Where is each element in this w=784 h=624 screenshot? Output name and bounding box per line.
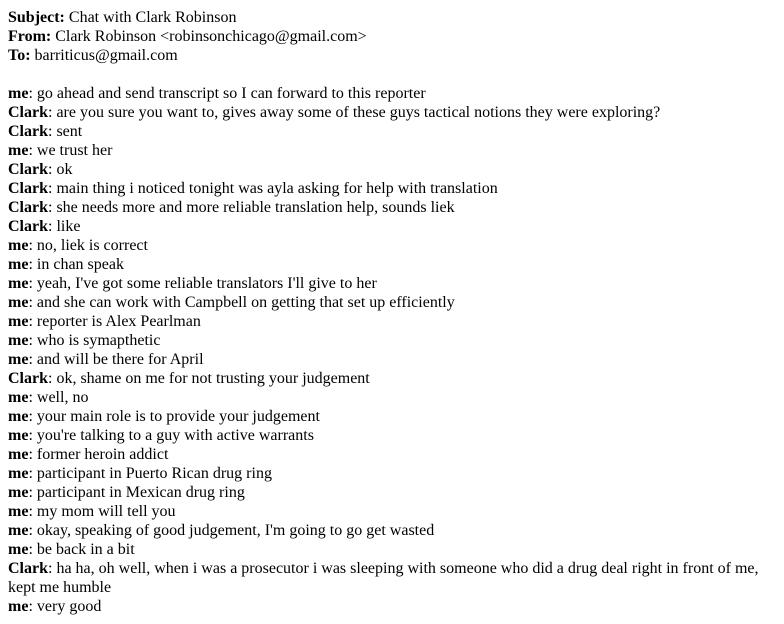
chat-message [8, 597, 776, 616]
chat-text: are you sure you want to, gives away some of these guys tactical notions they were exploring? [56, 104, 661, 121]
chat-text: yeah, I've got some reliable translators I'll give to her [36, 275, 377, 292]
email-subject-line [8, 8, 776, 27]
chat-speaker: me [8, 294, 29, 311]
chat-message [8, 255, 776, 274]
chat-text: you're talking to a guy with active warrants [36, 427, 314, 444]
chat-speaker: me [8, 522, 29, 539]
chat-separator: : [48, 180, 57, 197]
chat-message [8, 122, 776, 141]
chat-message [8, 559, 776, 597]
chat-separator: : [28, 522, 37, 539]
chat-speaker: me [8, 598, 29, 615]
chat-text: main thing i noticed tonight was ayla asking for help with translation [56, 180, 498, 197]
chat-separator: : [28, 332, 37, 349]
chat-message [8, 331, 776, 350]
chat-text: your main role is to provide your judgement [36, 408, 320, 425]
chat-text: like [56, 218, 81, 235]
chat-message [8, 274, 776, 293]
from-value: Clark Robinson <robinsonchicago@gmail.com> [55, 28, 367, 45]
blank-line [8, 65, 776, 84]
chat-separator: : [28, 142, 37, 159]
chat-separator: : [28, 351, 37, 368]
chat-text: participant in Mexican drug ring [36, 484, 245, 501]
chat-separator: : [28, 465, 37, 482]
chat-separator: : [28, 446, 37, 463]
chat-message [8, 464, 776, 483]
chat-speaker: me [8, 237, 29, 254]
chat-log [8, 84, 776, 616]
chat-speaker: me [8, 332, 29, 349]
chat-text: in chan speak [36, 256, 124, 273]
chat-message [8, 160, 776, 179]
chat-separator: : [48, 218, 57, 235]
to-value: barriticus@gmail.com [34, 47, 178, 64]
chat-separator: : [28, 408, 37, 425]
chat-message [8, 540, 776, 559]
chat-text: ok, shame on me for not trusting your judgement [56, 370, 370, 387]
chat-speaker: me [8, 313, 29, 330]
chat-text: ha ha, oh well, when i was a prosecutor i was sleeping with someone who did a drug deal right in front of me, kept me humble [8, 560, 759, 596]
chat-separator: : [48, 560, 57, 577]
chat-message [8, 236, 776, 255]
chat-speaker: Clark [8, 560, 48, 577]
chat-message [8, 84, 776, 103]
chat-message [8, 312, 776, 331]
chat-text: we trust her [36, 142, 113, 159]
email-from-line [8, 27, 776, 46]
chat-separator: : [28, 427, 37, 444]
chat-text: be back in a bit [36, 541, 135, 558]
chat-message [8, 369, 776, 388]
chat-text: go ahead and send transcript so I can forward to this reporter [36, 85, 426, 102]
chat-message [8, 445, 776, 464]
chat-message [8, 407, 776, 426]
chat-speaker: me [8, 351, 29, 368]
chat-separator: : [28, 313, 37, 330]
chat-speaker: Clark [8, 180, 48, 197]
chat-speaker: me [8, 275, 29, 292]
chat-text: she needs more and more reliable translation help, sounds liek [56, 199, 455, 216]
chat-speaker: me [8, 446, 29, 463]
chat-separator: : [28, 294, 37, 311]
chat-separator: : [28, 85, 37, 102]
chat-message [8, 426, 776, 445]
chat-text: okay, speaking of good judgement, I'm going to go get wasted [36, 522, 435, 539]
chat-speaker: me [8, 256, 29, 273]
chat-separator: : [48, 161, 57, 178]
chat-speaker: Clark [8, 370, 48, 387]
chat-message [8, 217, 776, 236]
chat-separator: : [48, 104, 57, 121]
chat-speaker: me [8, 85, 29, 102]
chat-text: and she can work with Campbell on getting that set up efficiently [36, 294, 455, 311]
chat-speaker: me [8, 389, 29, 406]
chat-speaker: me [8, 541, 29, 558]
chat-speaker: Clark [8, 123, 48, 140]
chat-message [8, 141, 776, 160]
chat-message [8, 103, 776, 122]
chat-speaker: me [8, 142, 29, 159]
chat-text: very good [36, 598, 102, 615]
chat-separator: : [28, 237, 37, 254]
chat-speaker: me [8, 484, 29, 501]
to-label: To: [8, 47, 31, 64]
chat-speaker: Clark [8, 161, 48, 178]
chat-text: reporter is Alex Pearlman [36, 313, 201, 330]
chat-message [8, 521, 776, 540]
chat-separator: : [48, 370, 57, 387]
chat-text: who is symapthetic [36, 332, 161, 349]
chat-text: and will be there for April [36, 351, 204, 368]
chat-speaker: me [8, 465, 29, 482]
chat-speaker: Clark [8, 104, 48, 121]
chat-message [8, 198, 776, 217]
chat-message [8, 179, 776, 198]
chat-speaker: Clark [8, 218, 48, 235]
chat-separator: : [28, 484, 37, 501]
chat-separator: : [48, 199, 57, 216]
chat-text: ok [56, 161, 73, 178]
chat-text: former heroin addict [36, 446, 169, 463]
subject-value: Chat with Clark Robinson [68, 9, 237, 26]
chat-message [8, 388, 776, 407]
chat-separator: : [28, 256, 37, 273]
chat-separator: : [28, 541, 37, 558]
chat-message [8, 293, 776, 312]
chat-speaker: me [8, 503, 29, 520]
chat-message [8, 502, 776, 521]
chat-message [8, 483, 776, 502]
chat-separator: : [28, 389, 37, 406]
chat-separator: : [28, 275, 37, 292]
chat-text: no, liek is correct [36, 237, 148, 254]
chat-separator: : [28, 598, 37, 615]
chat-separator: : [48, 123, 57, 140]
chat-text: well, no [36, 389, 89, 406]
chat-message [8, 350, 776, 369]
email-to-line [8, 46, 776, 65]
chat-text: sent [56, 123, 83, 140]
chat-speaker: me [8, 408, 29, 425]
chat-speaker: me [8, 427, 29, 444]
chat-speaker: Clark [8, 199, 48, 216]
chat-text: participant in Puerto Rican drug ring [36, 465, 272, 482]
chat-text: my mom will tell you [36, 503, 176, 520]
subject-label: Subject: [8, 9, 65, 26]
chat-separator: : [28, 503, 37, 520]
email-view [8, 8, 776, 616]
from-label: From: [8, 28, 52, 45]
